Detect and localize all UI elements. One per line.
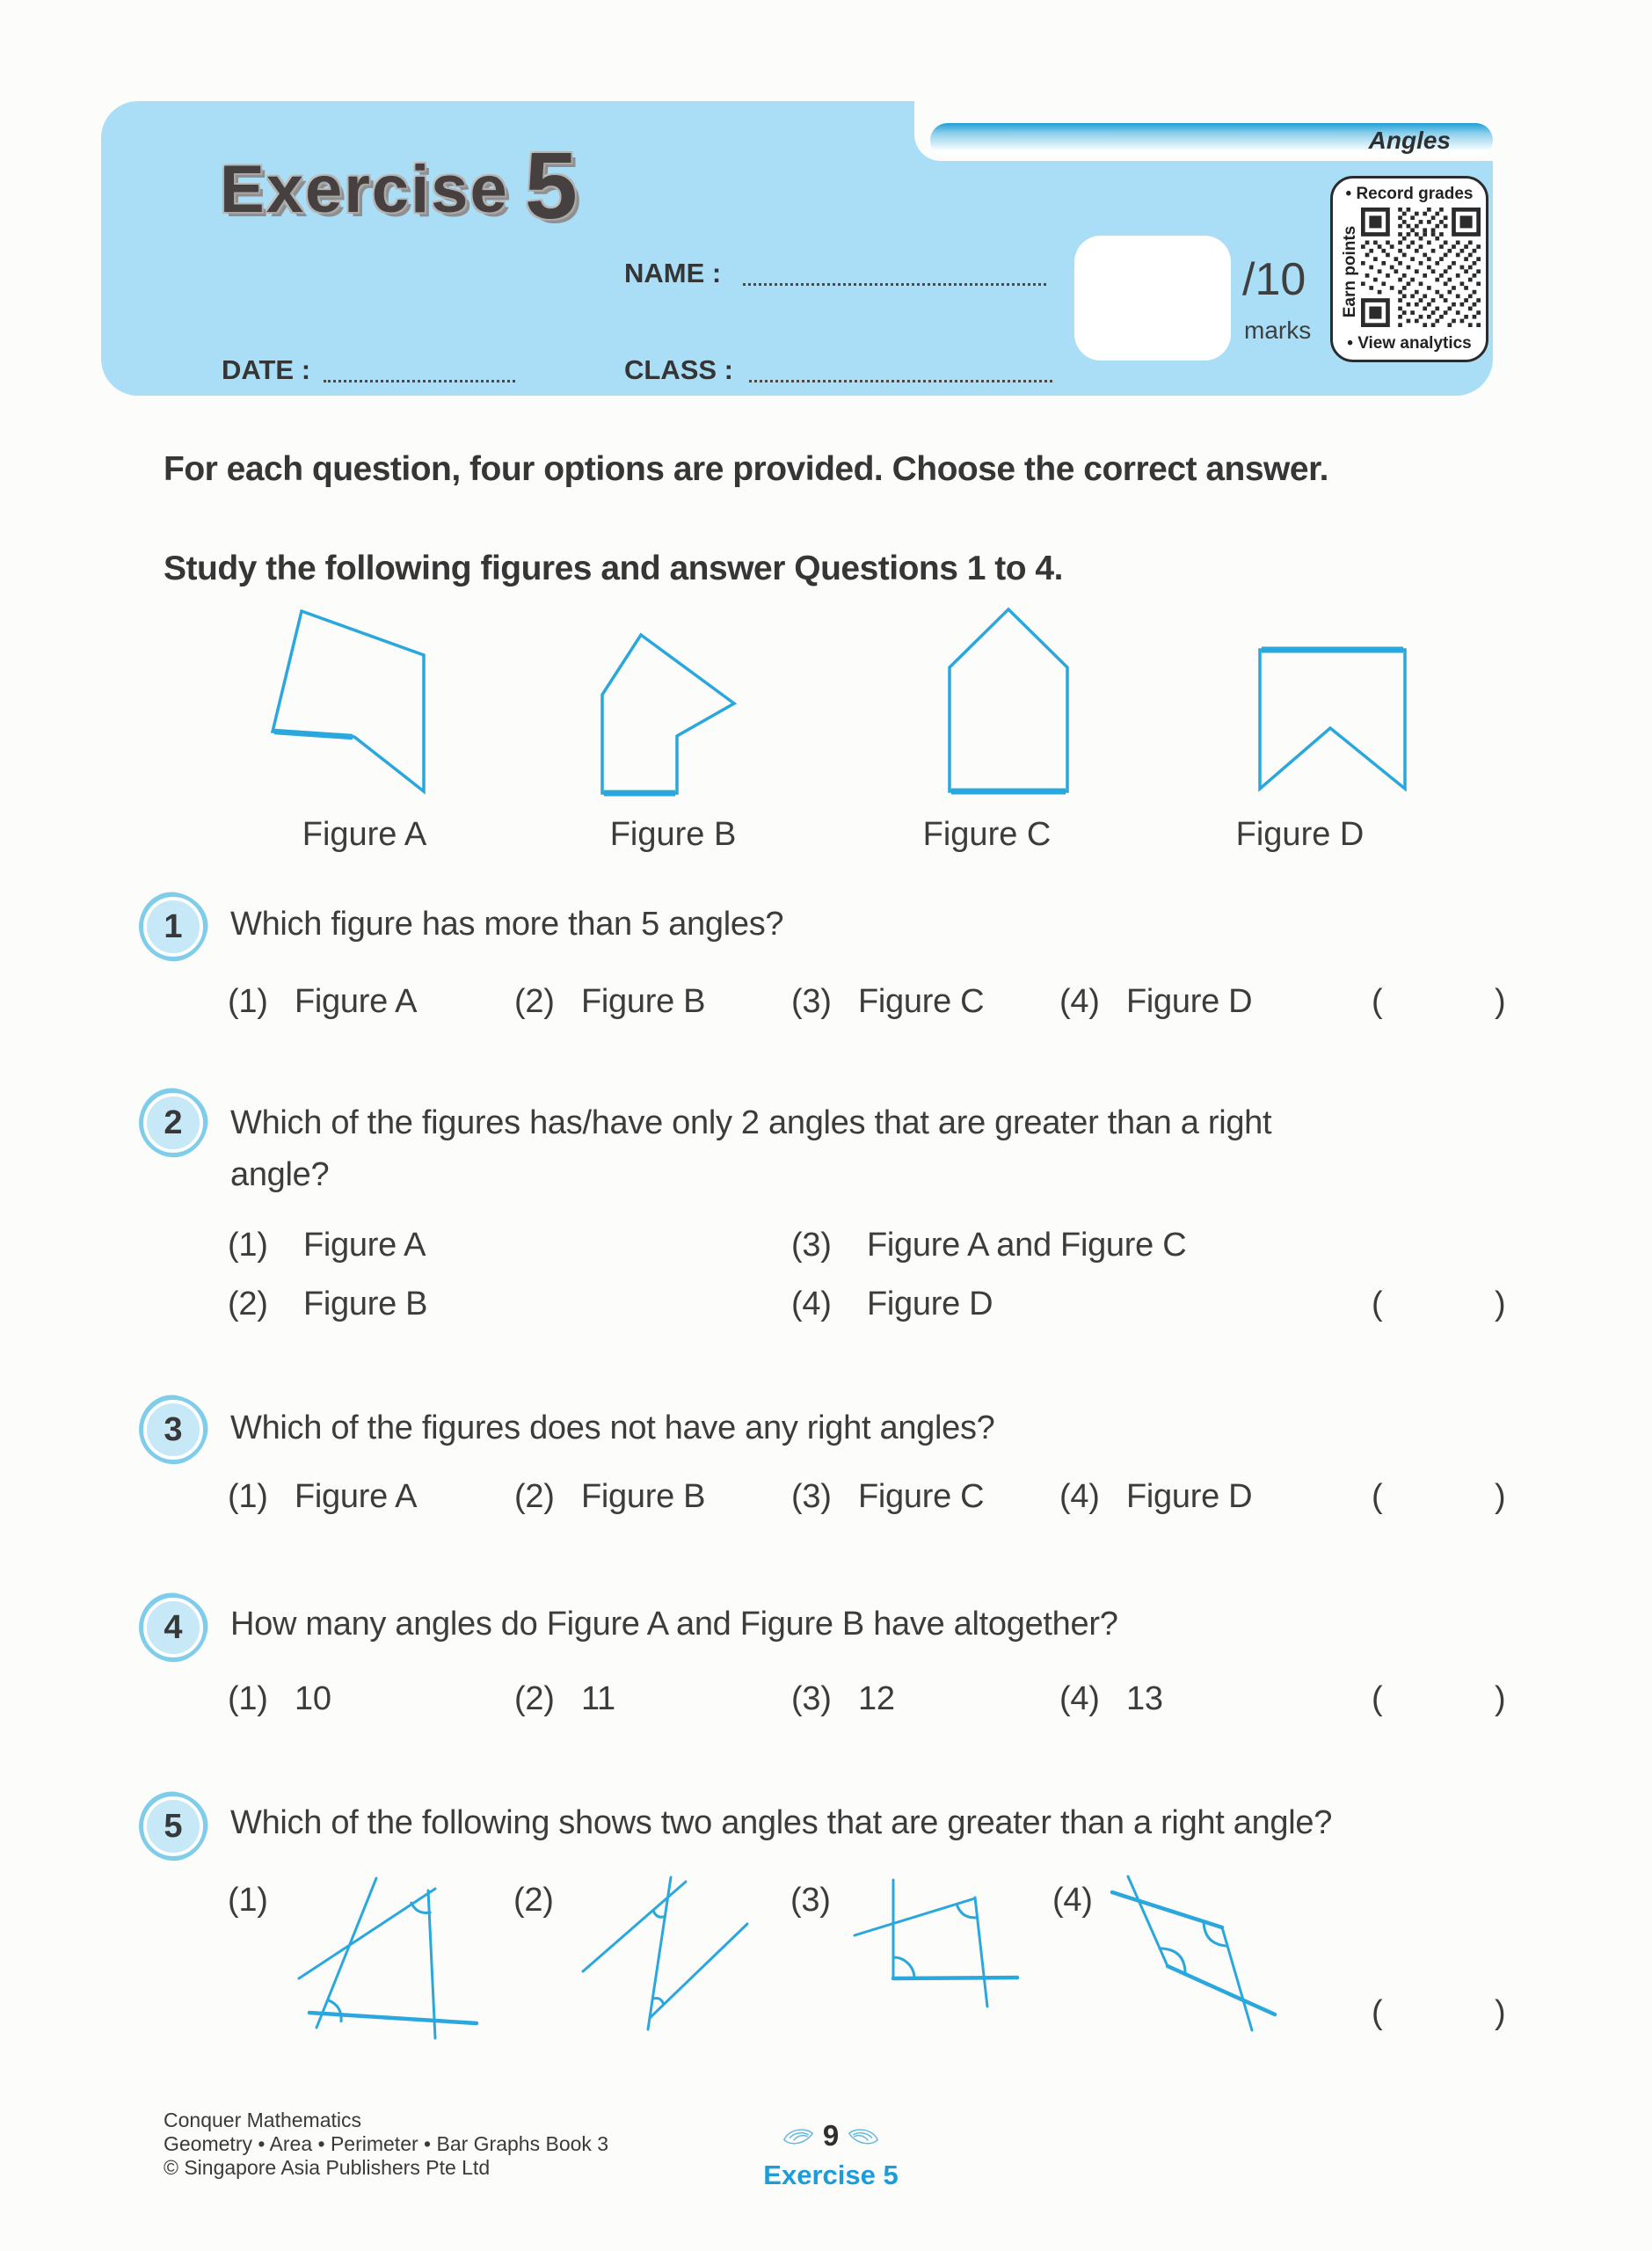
question-2-options-row1 [0,1227,1652,1272]
q4-opt2-num: (2) [514,1680,555,1717]
q4-opt3-num: (3) [791,1680,832,1717]
figure-d-shape [1260,650,1405,789]
question-5-option-numbers [0,1882,1652,1927]
q2-opt3-num: (3) [791,1227,832,1264]
question-3-badge [139,1395,207,1464]
q3-answer-bracket-close: ) [1495,1478,1506,1515]
question-3-text: Which of the figures does not have any right angles? [230,1410,995,1446]
angle-arc [652,1998,664,2004]
q4-answer-bracket-close: ) [1495,1680,1506,1717]
leaf-ornament-icon [848,2125,879,2146]
badge-ring [143,1598,203,1657]
qr-feature-earn-points: Earn points [1341,225,1359,318]
footer-series: Conquer Mathematics [164,2109,361,2131]
q2-answer-bracket-open[interactable]: ( [1372,1286,1383,1322]
q2-opt1-num: (1) [228,1227,268,1264]
name-label: NAME : [624,258,722,288]
date-input-line[interactable] [324,353,515,382]
q1-opt4-label[interactable]: Figure D [1126,983,1253,1020]
q5-option4-angle-diagram [1104,1869,1293,2041]
q2-opt4-label[interactable]: Figure D [867,1286,993,1322]
score-denominator: /10 [1242,254,1306,305]
q4-opt4-num: (4) [1059,1680,1100,1717]
question-2-text-line2: angle? [230,1156,330,1193]
badge-ring [143,897,203,957]
class-label: CLASS : [624,354,733,385]
question-5-badge [139,1792,207,1861]
figure-a-label: Figure A [302,816,427,853]
q5-opt1-num[interactable]: (1) [228,1882,268,1919]
q5-answer-bracket-open[interactable]: ( [1372,1994,1383,2031]
figure-c-shape [950,609,1067,791]
figure-a-shape [273,611,424,791]
question-3-options [0,1478,1652,1524]
q4-opt2-label[interactable]: 11 [581,1680,615,1717]
question-1-number: 1 [164,907,183,945]
question-4-text: How many angles do Figure A and Figure B have altogether? [230,1606,1118,1643]
qr-panel [1330,176,1488,362]
exercise-title-word: Exercise [220,152,509,228]
qr-feature-view-analytics: • View analytics [1347,334,1472,353]
figure-b-shape [602,635,734,793]
q2-answer-bracket-close: ) [1495,1286,1506,1322]
question-2-text-line1: Which of the figures has/have only 2 angles that are greater than a right [230,1104,1272,1141]
q5-option3-angle-diagram [842,1873,1031,2022]
instruction-line-2: Study the following figures and answer Questions 1 to 4. [164,550,1063,587]
question-1-badge [139,892,207,961]
question-4-badge [139,1593,207,1662]
badge-ring [143,1796,203,1856]
question-4-number: 4 [164,1608,183,1646]
question-1-options [0,983,1652,1029]
page-number-group [717,2119,945,2153]
question-2-number: 2 [164,1104,183,1141]
q1-opt2-label[interactable]: Figure B [581,983,706,1020]
q5-opt2-num[interactable]: (2) [513,1882,554,1919]
chapter-tab [930,123,1493,157]
q1-opt1-label[interactable]: Figure A [295,983,418,1020]
q4-opt1-num: (1) [228,1680,268,1717]
q1-opt4-num: (4) [1059,983,1100,1020]
q4-opt3-label[interactable]: 12 [858,1680,895,1717]
q1-opt2-num: (2) [514,983,555,1020]
instruction-line-1: For each question, four options are provided. Choose the correct answer. [164,450,1328,488]
footer-imprint [164,2109,608,2180]
q5-option1-angle-diagram [290,1873,488,2044]
q1-opt1-num: (1) [228,983,268,1020]
q1-opt3-label[interactable]: Figure C [858,983,985,1020]
q3-answer-bracket-open[interactable]: ( [1372,1478,1383,1515]
score-entry-box[interactable] [1074,236,1231,361]
bullet-icon: • [1345,185,1352,203]
question-5-text: Which of the following shows two angles that are greater than a right angle? [230,1804,1333,1841]
badge-ring [143,1400,203,1460]
q2-opt2-label[interactable]: Figure B [303,1286,428,1322]
q3-opt1-label[interactable]: Figure A [295,1478,418,1515]
q3-opt4-num: (4) [1059,1478,1100,1515]
q3-opt3-num: (3) [791,1478,832,1515]
angle-arc [957,1904,978,1918]
badge-ring [143,1093,203,1153]
class-input-line[interactable] [749,353,1052,382]
q2-opt1-label[interactable]: Figure A [303,1227,426,1264]
name-input-line[interactable] [743,257,1046,286]
figure-d-label: Figure D [1235,816,1365,853]
q3-opt1-num: (1) [228,1478,268,1515]
qr-code[interactable] [1361,208,1481,327]
question-5-number: 5 [164,1807,183,1845]
q3-opt4-label[interactable]: Figure D [1126,1478,1253,1515]
figure-c-label: Figure C [922,816,1052,853]
figures-illustration [0,596,1495,807]
q3-opt2-num: (2) [514,1478,555,1515]
q5-option2-angle-diagram [576,1873,756,2044]
angle-arc [653,1910,665,1917]
q1-answer-bracket-open[interactable]: ( [1372,983,1383,1020]
q2-opt2-num: (2) [228,1286,268,1322]
question-2-badge [139,1089,207,1157]
q3-opt2-label[interactable]: Figure B [581,1478,706,1515]
q5-answer-bracket-close: ) [1495,1994,1506,2031]
q5-opt4-num[interactable]: (4) [1052,1882,1093,1919]
q4-opt1-label[interactable]: 10 [295,1680,331,1717]
q2-opt3-label[interactable]: Figure A and Figure C [867,1227,1187,1264]
page-number: 9 [822,2119,840,2152]
score-unit-label: marks [1244,317,1312,344]
q5-opt3-num[interactable]: (3) [790,1882,831,1919]
date-label: DATE : [222,354,311,385]
leaf-ornament-icon [782,2125,814,2146]
exercise-title [220,132,578,238]
q3-opt3-label[interactable]: Figure C [858,1478,985,1515]
angle-arc [328,2000,341,2022]
figure-b-label: Figure B [609,816,737,853]
question-5-answer-brackets [0,1994,1652,2040]
question-2-options-row2 [0,1286,1652,1331]
q4-opt4-label[interactable]: 13 [1126,1680,1163,1717]
q1-opt3-num: (3) [791,983,832,1020]
question-4-options [0,1680,1652,1726]
footer-copyright: © Singapore Asia Publishers Pte Ltd [164,2156,491,2179]
question-1-text: Which figure has more than 5 angles? [230,906,784,943]
q2-opt4-num: (4) [791,1286,832,1322]
bullet-icon: • [1347,334,1353,353]
q1-answer-bracket-close: ) [1495,983,1506,1020]
q4-answer-bracket-open[interactable]: ( [1372,1680,1383,1717]
footer-exercise-label: Exercise 5 [763,2160,899,2190]
exercise-title-number: 5 [524,132,578,238]
chapter-tab-label: Angles [1368,126,1451,154]
question-3-number: 3 [164,1410,183,1448]
qr-feature-record-grades: • Record grades [1345,185,1474,203]
right-angle-arc [893,1957,914,1978]
footer-subtitle: Geometry • Area • Perimeter • Bar Graphs Book 3 [164,2132,609,2155]
angle-arc [411,1903,430,1912]
